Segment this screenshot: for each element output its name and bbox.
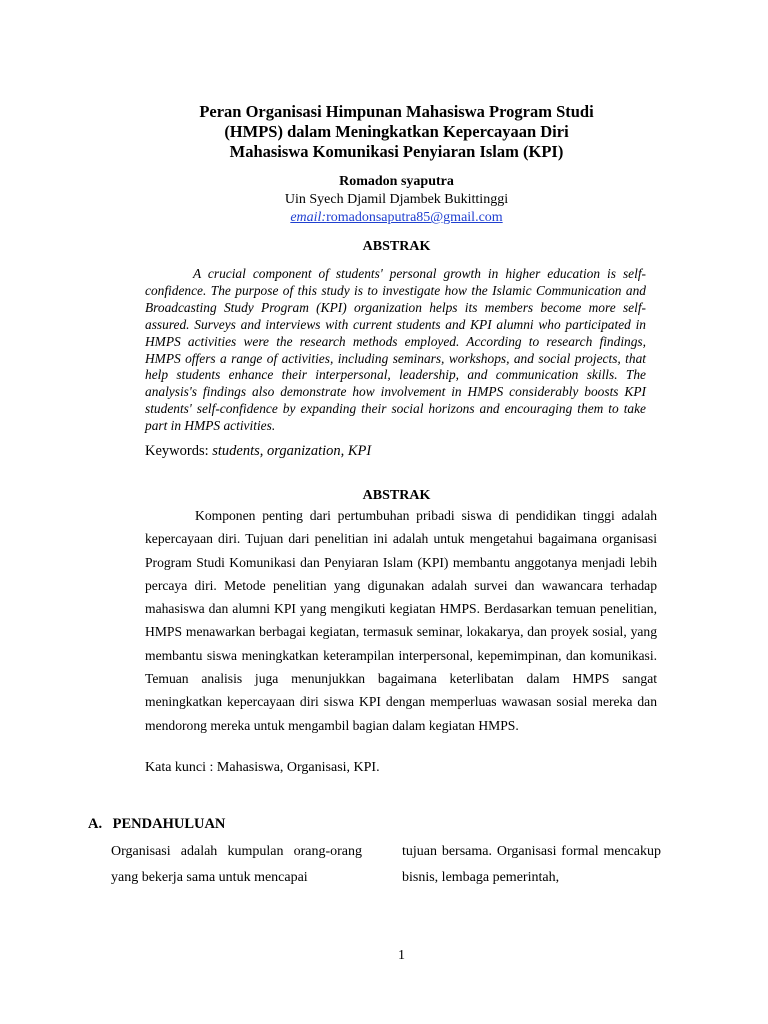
- title-line-1: Peran Organisasi Himpunan Mahasiswa Program Studi: [199, 102, 594, 121]
- keywords-en-label: Keywords:: [145, 443, 213, 459]
- author-affiliation: Uin Syech Djamil Djambek Bukittinggi: [284, 192, 509, 207]
- email-label: email:: [290, 210, 327, 225]
- title-line-3: Mahasiswa Komunikasi Penyiaran Islam (KPI): [229, 142, 564, 161]
- abstract-en-body: A crucial component of students' personal growth in higher education is self-confidence. The purpose of this study is to investigate how the Islamic Communication and Broadcasting Study Program (KPI) organization helps its members become more self-assured. Surveys and interviews with current students and KPI alumni who participated in HMPS activities were the research methods employed. According to research findings, HMPS offers a range of activities, including seminars, workshops, and social projects, that help students enhance their interpersonal, leadership, and communication skills. The analysis's findings also demonstrate how involvement in HMPS considerably boosts KPI students' self-confidence by expanding their social horizons and encouraging them to take part in HMPS activities.: [145, 266, 646, 434]
- page-number: 1: [398, 948, 405, 963]
- paper-title: [150, 102, 643, 162]
- abstract-id-body: Komponen penting dari pertumbuhan pribadi siswa di pendidikan tinggi adalah kepercayaan diri. Tujuan dari penelitian ini adalah untuk mengetahui bagaimana organisasi Program Studi Komunikasi dan Penyiaran Islam (KPI) membantu anggotanya menjadi lebih percaya diri. Metode penelitian yang digunakan adalah survei dan wawancara terhadap mahasiswa dan alumni KPI yang mengikuti kegiatan HMPS. Berdasarkan temuan penelitian, HMPS menawarkan berbagai kegiatan, termasuk seminar, lokakarya, dan proyek sosial, yang membantu siswa meningkatkan keterampilan interpersonal, kepemimpinan, dan komunikasi. Temuan analisis juga menunjukkan bagaimana keterlibatan dalam HMPS sangat meningkatkan kepercayaan diri siswa KPI dengan memperluas wawasan sosial mereka dan mendorong mereka untuk mengambil bagian dalam kegiatan HMPS.: [145, 508, 657, 733]
- abstract-id-heading: ABSTRAK: [362, 488, 431, 503]
- author-email-line: [150, 209, 643, 227]
- intro-left-column: Organisasi adalah kumpulan orang-orang yang bekerja sama untuk mencapai: [111, 844, 362, 885]
- email-link[interactable]: romadonsaputra85@gmail.com: [326, 210, 503, 225]
- author-name: Romadon syaputra: [339, 174, 454, 189]
- section-title: PENDAHULUAN: [112, 816, 226, 832]
- abstract-en-heading: ABSTRAK: [362, 239, 431, 254]
- keywords-id: Kata kunci : Mahasiswa, Organisasi, KPI.: [145, 760, 380, 775]
- intro-right-column: tujuan bersama. Organisasi formal mencakup bisnis, lembaga pemerintah,: [402, 844, 661, 885]
- keywords-en-terms: students, organization, KPI: [212, 443, 372, 459]
- section-number: A.: [88, 816, 103, 832]
- title-line-2: (HMPS) dalam Meningkatkan Kepercayaan Diri: [224, 122, 569, 141]
- author-block: [150, 173, 643, 227]
- keywords-en: [145, 442, 371, 460]
- section-heading: [88, 815, 225, 833]
